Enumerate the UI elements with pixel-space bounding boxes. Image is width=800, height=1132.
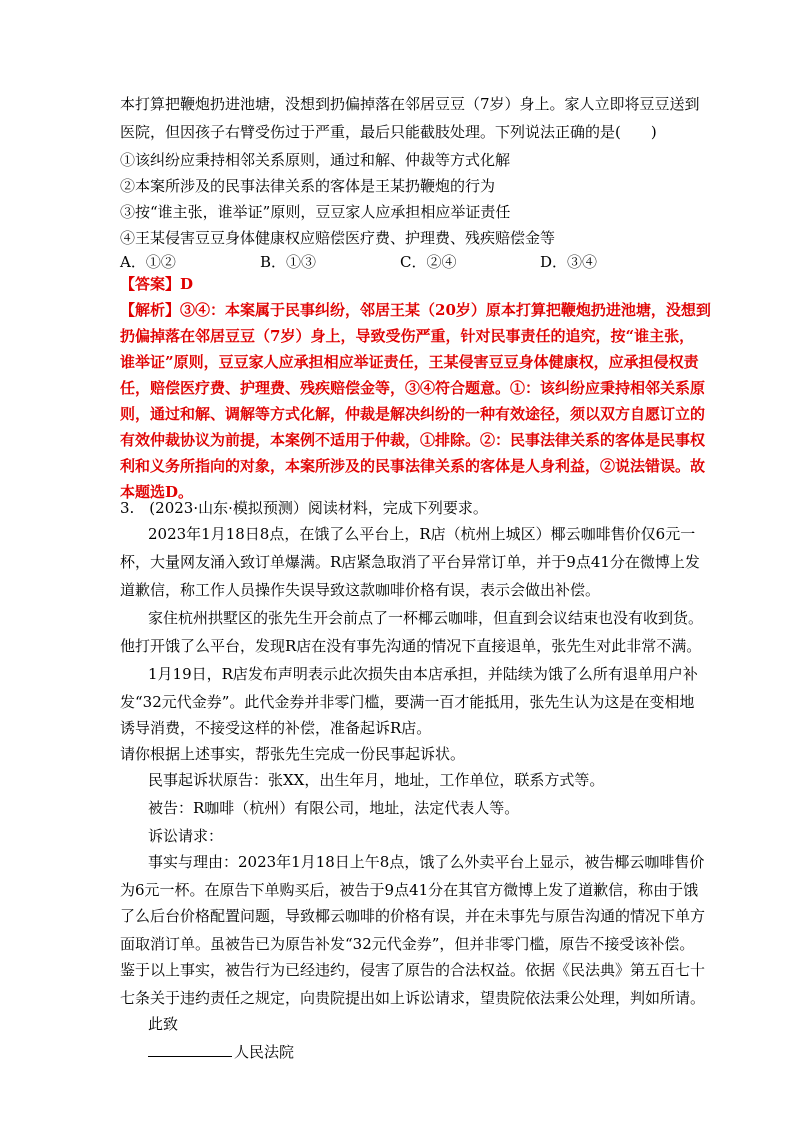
material-line: 1月19日，R店发布声明表示此次损失由本店承担，并陆续为饿了么所有退单用户补 xyxy=(148,665,698,683)
analysis-label: 【解析】 xyxy=(120,301,181,319)
question-3-header: 3. (2023·山东·模拟预测）阅读材料，完成下列要求。 xyxy=(120,499,488,517)
material-line: 2023年1月18日8点，在饿了么平台上，R店（杭州上城区）椰云咖啡售价仅6元一 xyxy=(148,525,696,543)
material-line: 他打开饿了么平台，发现R店在没有事先沟通的情况下直接退单，张先生对此非常不满。 xyxy=(120,637,702,655)
material-line: 诱导消费，不接受这样的补偿，准备起诉R店。 xyxy=(120,719,432,737)
facts-line: 了么后台价格配置问题，导致椰云咖啡的价格有误，并在未事先与原告沟通的情况下单方 xyxy=(120,907,706,925)
statement-2: ②本案所涉及的民事法律关系的客体是王某扔鞭炮的行为 xyxy=(120,177,496,195)
material-line: 家住杭州拱墅区的张先生开会前点了一杯椰云咖啡，但直到会议结束也没有收到货。 xyxy=(148,609,704,627)
facts-line: 鉴于以上事实，被告行为已经违约，侵害了原告的合法权益。依据《民法典》第五百七十 xyxy=(120,961,706,979)
claims-label: 诉讼请求： xyxy=(148,827,224,845)
question-text-line: 医院，但因孩子右臂受伤过于严重，最后只能截肢处理。下列说法正确的是( ) xyxy=(120,123,657,141)
court-label: 人民法院 xyxy=(234,1043,295,1061)
defendant-line: 被告：R咖啡（杭州）有限公司，地址，法定代表人等。 xyxy=(148,799,520,817)
material-line: 发“32元代金券”。此代金券并非零门槛，要满一百才能抵用，张先生认为这是在变相地 xyxy=(120,693,695,711)
material-line: 道歉信，称工作人员操作失误导致这款咖啡价格有误，表示会做出补偿。 xyxy=(120,581,601,599)
answer-value: D xyxy=(180,275,194,293)
statement-4: ④王某侵害豆豆身体健康权应赔偿医疗费、护理费、残疾赔偿金等 xyxy=(120,229,556,247)
statement-1: ①该纠纷应秉持相邻关系原则，通过和解、仲裁等方式化解 xyxy=(120,151,511,169)
court-line xyxy=(148,1042,294,1062)
facts-line: 七条关于违约责任之规定，向贵院提出如上诉讼请求，望贵院依法秉公处理，判如所请。 xyxy=(120,989,706,1007)
question-text-line: 本打算把鞭炮扔进池塘，没想到扔偏掉落在邻居豆豆（7岁）身上。家人立即将豆豆送到 xyxy=(120,95,700,113)
facts-line: 面取消订单。虽被告已为原告补发“32元代金券”，但并非零门槛，原告不接受该补偿。 xyxy=(120,935,695,953)
option-d: D．③④ xyxy=(540,253,598,271)
task-text: 请你根据上述事实，帮张先生完成一份民事起诉状。 xyxy=(120,745,466,763)
analysis-line xyxy=(120,300,711,320)
analysis-line: 任，赔偿医疗费、护理费、残疾赔偿金等，③④符合题意。①：该纠纷应秉持相邻关系原 xyxy=(120,379,706,397)
analysis-line: 扔偏掉落在邻居豆豆（7岁）身上，导致受伤严重，针对民事责任的追究，按“谁主张， xyxy=(120,327,695,345)
analysis-line: 有效仲裁协议为前提，本案例不适用于仲裁，①排除。②：民事法律关系的客体是民事权 xyxy=(120,431,706,449)
answer-label: 【答案】 xyxy=(120,275,181,293)
closing-text: 此致 xyxy=(148,1015,179,1033)
material-line: 杯，大量网友涌入致订单爆满。R店紧急取消了平台异常订单，并于9点41分在微博上发 xyxy=(120,553,700,571)
analysis-text: ③④：本案属于民事纠纷，邻居王某（20岁）原本打算把鞭炮扔进池塘，没想到 xyxy=(180,301,711,319)
plaintiff-line: 民事起诉状原告：张XX，出生年月，地址，工作单位，联系方式等。 xyxy=(148,771,605,789)
facts-line: 为6元一杯。在原告下单购买后，被告于9点41分在其官方微博上发了道歉信，称由于饿 xyxy=(120,881,699,899)
answer-line xyxy=(120,274,193,294)
analysis-line: 利和义务所指向的对象，本案所涉及的民事法律关系的客体是人身利益，②说法错误。故 xyxy=(120,457,706,475)
court-name-blank[interactable] xyxy=(148,1042,232,1057)
analysis-line: 则，通过和解、调解等方式化解，仲裁是解决纠纷的一种有效途径，须以双方自愿订立的 xyxy=(120,405,706,423)
analysis-line: 本题选D。 xyxy=(120,483,194,501)
facts-line: 事实与理由：2023年1月18日上午8点，饿了么外卖平台上显示，被告椰云咖啡售价 xyxy=(148,853,705,871)
option-b: B．①③ xyxy=(260,253,317,271)
option-c: C．②④ xyxy=(400,253,457,271)
analysis-line: 谁举证”原则，豆豆家人应承担相应举证责任，王某侵害豆豆身体健康权，应承担侵权责 xyxy=(120,353,699,371)
statement-3: ③按“谁主张，谁举证”原则，豆豆家人应承担相应举证责任 xyxy=(120,203,511,221)
option-a: A．①② xyxy=(120,253,176,271)
